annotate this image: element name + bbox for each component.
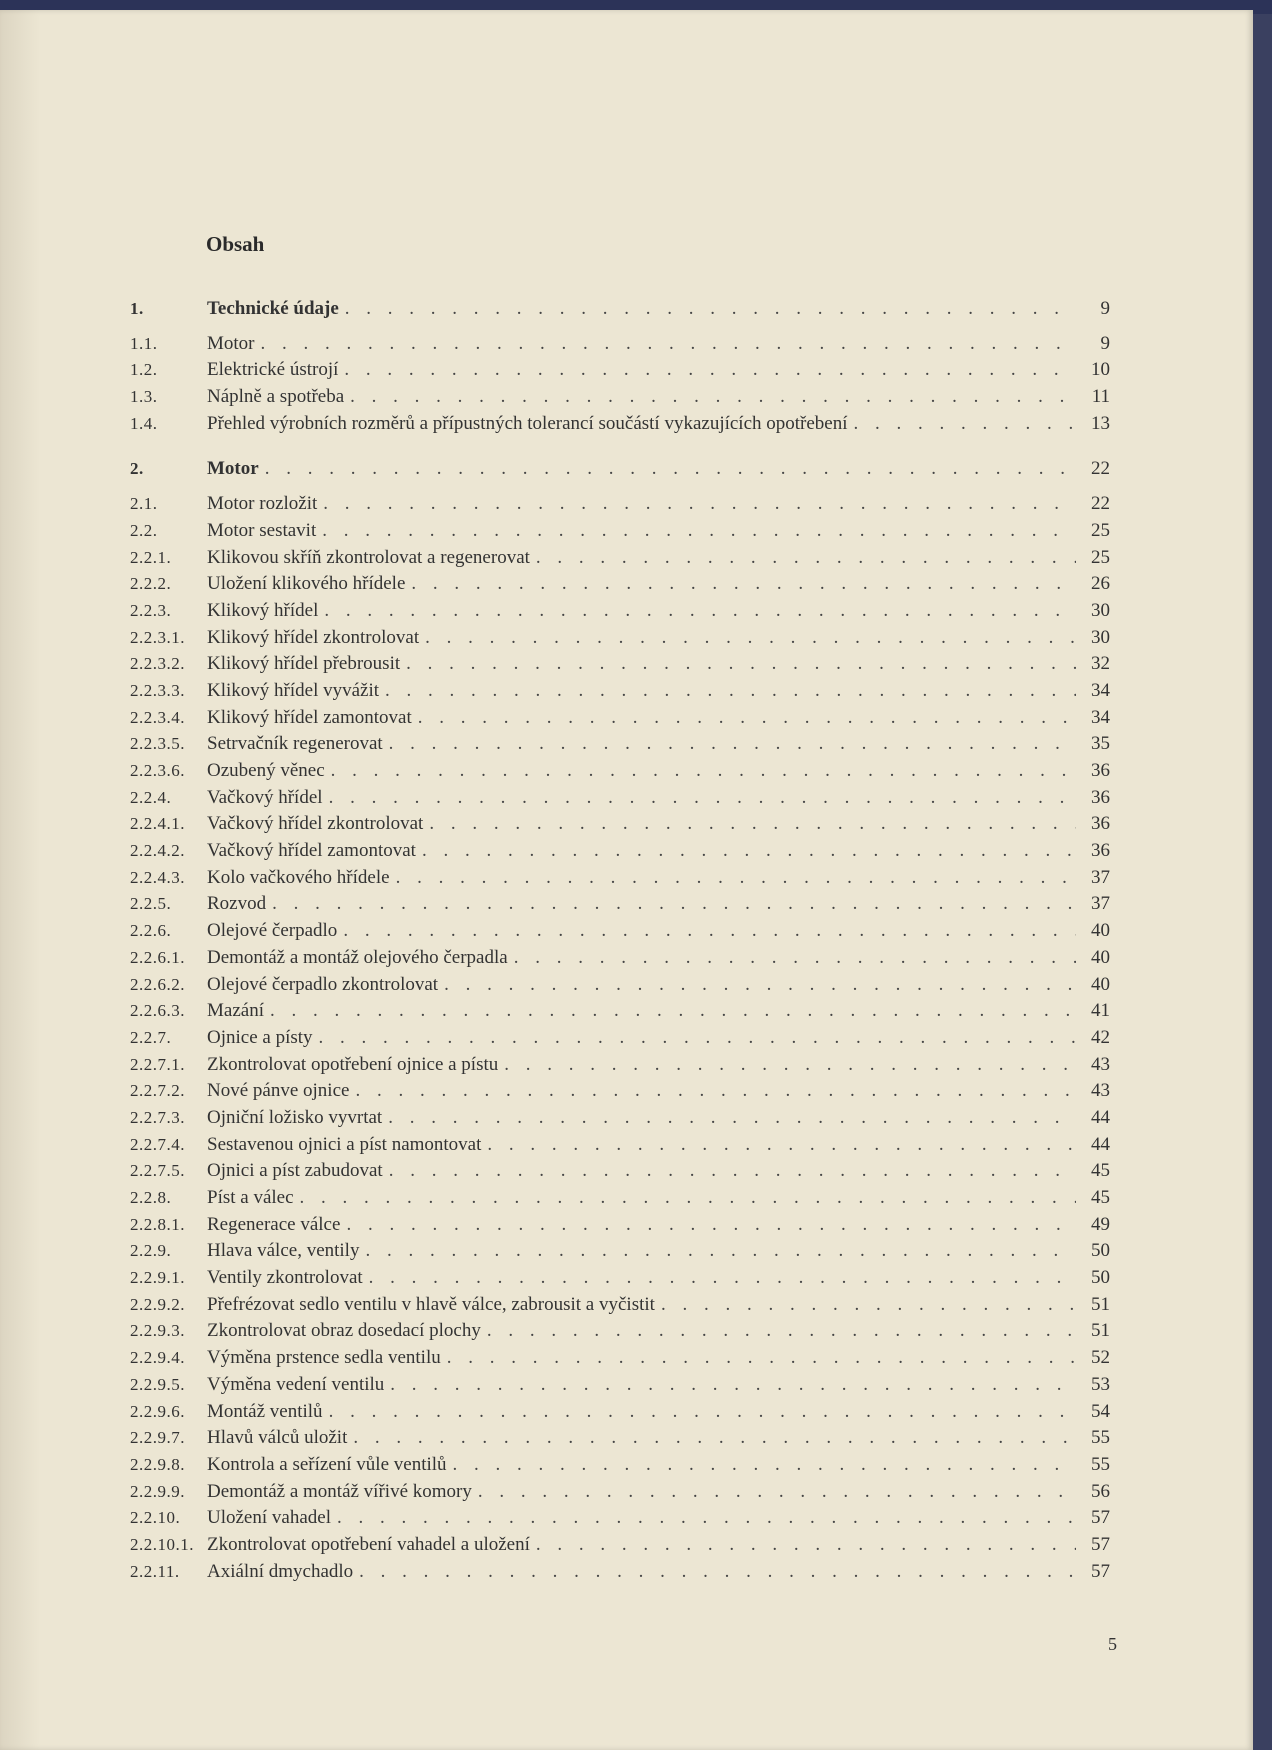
toc-entry: [130, 1532, 1110, 1559]
toc-entry: [130, 678, 1110, 705]
toc-entry: [130, 1452, 1110, 1479]
toc-page-number: 55: [1091, 1427, 1110, 1449]
toc-entry: [130, 1399, 1110, 1426]
toc-page-number: 10: [1091, 359, 1110, 381]
toc-entry: [130, 625, 1110, 652]
dot-leader: [487, 1318, 1076, 1345]
toc-page-number: 34: [1091, 706, 1110, 728]
toc-section-number: 2.2.7.3.: [130, 1107, 185, 1127]
toc-entry: [130, 1132, 1110, 1159]
toc-entry: [130, 411, 1110, 438]
toc-section-title: Klikový hřídel přebrousit: [207, 653, 401, 675]
toc-section-title: Regenerace válce: [207, 1213, 341, 1235]
toc-page-number: 42: [1091, 1026, 1110, 1048]
toc-section-title: Hlavů válců uložit: [207, 1427, 348, 1449]
toc-section-number: 2.2.2.: [130, 574, 172, 594]
toc-section-title: Vačkový hřídel zamontovat: [207, 840, 416, 862]
toc-section-title: Motor sestavit: [207, 519, 317, 541]
toc-page-number: 49: [1091, 1213, 1110, 1235]
table-of-contents: [130, 296, 1110, 1585]
dot-leader: [319, 1025, 1076, 1052]
toc-page-number: 22: [1091, 493, 1110, 515]
dot-leader: [389, 1158, 1076, 1185]
toc-section-number: 2.2.7.: [130, 1027, 172, 1047]
toc-section-number: 2.: [130, 459, 144, 479]
toc-page-number: 40: [1091, 973, 1110, 995]
toc-section-number: 2.2.7.4.: [130, 1134, 185, 1154]
toc-page-number: 53: [1091, 1373, 1110, 1395]
dot-leader: [536, 1532, 1076, 1559]
toc-section-number: 2.2.9.: [130, 1241, 172, 1261]
toc-entry: [130, 598, 1110, 625]
toc-section-title: Náplně a spotřeba: [207, 386, 345, 408]
dot-leader: [350, 384, 1076, 411]
toc-page-number: 36: [1091, 760, 1110, 781]
toc-section-title: Zkontrolovat opotřebení ojnice a pístu: [207, 1053, 499, 1075]
toc-section-title: Klikovou skříň zkontrolovat a regenerovat: [207, 546, 530, 568]
dot-leader: [324, 598, 1076, 625]
toc-entry: [130, 571, 1110, 598]
toc-page-number: 41: [1091, 1000, 1110, 1022]
toc-section-title: Zkontrolovat obraz dosedací plochy: [207, 1320, 481, 1342]
toc-section-title: Ojnice a písty: [207, 1026, 313, 1048]
toc-section-number: 2.2.9.9.: [130, 1481, 185, 1501]
toc-page-number: 40: [1091, 946, 1110, 968]
dot-leader: [343, 918, 1076, 945]
toc-section-title: Klikový hřídel zkontrolovat: [207, 626, 420, 648]
toc-section-number: 2.2.4.2.: [130, 841, 185, 861]
toc-page-number: 44: [1091, 1106, 1110, 1128]
toc-section-title: Olejové čerpadlo: [207, 920, 338, 942]
toc-section-number: 2.2.10.1.: [130, 1534, 194, 1554]
toc-page-number: 45: [1091, 1187, 1110, 1208]
toc-section-number: 2.2.9.2.: [130, 1294, 185, 1314]
toc-page-number: 22: [1091, 458, 1110, 480]
toc-entry: [130, 705, 1110, 732]
toc-page-number: 37: [1091, 866, 1110, 888]
dot-leader: [261, 331, 1077, 358]
dot-leader: [422, 838, 1076, 865]
toc-section-number: 2.2.9.5.: [130, 1374, 185, 1394]
toc-page-number: 50: [1091, 1240, 1110, 1262]
toc-section-number: 2.2.9.3.: [130, 1321, 185, 1341]
toc-page-number: 25: [1091, 519, 1110, 541]
dot-leader: [661, 1292, 1076, 1319]
toc-entry: [130, 1559, 1110, 1586]
toc-entry: [130, 545, 1110, 572]
toc-entry: [130, 758, 1110, 785]
toc-section-number: 2.2.4.1.: [130, 814, 185, 834]
dot-leader: [265, 456, 1076, 483]
toc-section-number: 2.2.3.2.: [130, 654, 185, 674]
dot-leader: [272, 891, 1076, 918]
toc-section-title: Vačkový hřídel zkontrolovat: [207, 813, 424, 835]
dot-leader: [447, 1345, 1076, 1372]
dot-leader: [478, 1479, 1076, 1506]
toc-page-number: 50: [1091, 1267, 1110, 1289]
toc-section-number: 1.2.: [130, 360, 158, 380]
dot-leader: [425, 625, 1076, 652]
toc-section-number: 2.2.5.: [130, 894, 172, 914]
toc-page-number: 51: [1091, 1293, 1110, 1315]
toc-section-title: Montáž ventilů: [207, 1400, 323, 1422]
toc-section-title: Olejové čerpadlo zkontrolovat: [207, 973, 439, 995]
toc-section-title: Přehled výrobních rozměrů a přípustných tolerancí součástí vykazujících opotřebení: [207, 412, 848, 434]
dot-leader: [854, 411, 1076, 438]
dot-leader: [453, 1452, 1076, 1479]
toc-section-title: Uložení vahadel: [207, 1507, 331, 1529]
toc-section-title: Ojniční ložisko vyvrtat: [207, 1106, 383, 1128]
dot-leader: [270, 998, 1076, 1025]
toc-section-number: 2.2.11.: [130, 1561, 180, 1581]
dot-leader: [323, 491, 1076, 518]
toc-page-number: 54: [1091, 1400, 1110, 1422]
toc-section-number: 2.2.3.: [130, 600, 172, 620]
toc-page-number: 30: [1091, 599, 1110, 621]
toc-section-title: Ozubený věnec: [207, 760, 325, 781]
toc-section-number: 2.2.9.4.: [130, 1348, 185, 1368]
toc-page-number: 44: [1091, 1133, 1110, 1155]
toc-section-title: Výměna prstence sedla ventilu: [207, 1347, 441, 1369]
toc-section-title: Axiální dmychadlo: [207, 1560, 354, 1582]
toc-section-number: 2.2.3.4.: [130, 707, 185, 727]
toc-section-number: 2.2.3.3.: [130, 680, 185, 700]
toc-section-number: 2.2.4.: [130, 787, 172, 807]
toc-page-number: 36: [1091, 840, 1110, 862]
toc-entry: [130, 651, 1110, 678]
toc-page-number: 9: [1100, 332, 1110, 354]
toc-section-title: Hlava válce, ventily: [207, 1240, 360, 1262]
toc-entry: [130, 865, 1110, 892]
toc-entry: [130, 1105, 1110, 1132]
toc-entry: [130, 1372, 1110, 1399]
toc-entry: [130, 998, 1110, 1025]
toc-entry: [130, 731, 1110, 758]
toc-entry: [130, 1505, 1110, 1532]
toc-section-title: Sestavenou ojnici a píst namontovat: [207, 1133, 482, 1155]
dot-leader: [365, 1238, 1076, 1265]
toc-entry: [130, 1318, 1110, 1345]
toc-page-number: 43: [1091, 1053, 1110, 1075]
dot-leader: [369, 1265, 1076, 1292]
toc-section-number: 2.2.7.1.: [130, 1054, 185, 1074]
toc-entry: [130, 1158, 1110, 1185]
toc-section-number: 1.4.: [130, 413, 158, 433]
toc-page-number: 36: [1091, 786, 1110, 808]
dot-leader: [389, 731, 1076, 758]
toc-page-number: 25: [1091, 546, 1110, 568]
dot-leader: [355, 1078, 1076, 1105]
toc-section-title: Píst a válec: [207, 1187, 294, 1208]
dot-leader: [504, 1052, 1076, 1079]
toc-page-number: 57: [1091, 1533, 1110, 1555]
toc-section-number: 2.2.: [130, 520, 158, 540]
toc-section-number: 2.2.6.1.: [130, 947, 185, 967]
toc-section-title: Zkontrolovat opotřebení vahadel a uložení: [207, 1533, 530, 1555]
toc-page-number: 30: [1091, 626, 1110, 648]
toc-page-number: 35: [1091, 733, 1110, 755]
toc-entry: [130, 1479, 1110, 1506]
toc-entry: [130, 1212, 1110, 1239]
toc-section-number: 2.2.6.: [130, 921, 172, 941]
toc-entry: [130, 1052, 1110, 1079]
toc-entry: [130, 384, 1110, 411]
toc-entry: [130, 811, 1110, 838]
toc-page-number: 11: [1091, 386, 1110, 408]
toc-page-number: 32: [1091, 653, 1110, 675]
toc-entry: [130, 1425, 1110, 1452]
toc-section-number: 2.2.3.6.: [130, 761, 185, 780]
toc-entry: [130, 785, 1110, 812]
toc-chapter-entry: [130, 456, 1110, 483]
dot-leader: [429, 811, 1076, 838]
toc-section-title: Setrvačník regenerovat: [207, 733, 383, 755]
page-number: 5: [1108, 1634, 1117, 1654]
toc-entry: [130, 1025, 1110, 1052]
toc-page-number: 45: [1091, 1160, 1110, 1182]
toc-section-title: Přefrézovat sedlo ventilu v hlavě válce, zabrousit a vyčistit: [207, 1293, 655, 1315]
dot-leader: [329, 1399, 1076, 1426]
dot-leader: [359, 1559, 1076, 1586]
dot-leader: [346, 1212, 1076, 1239]
toc-page-number: 40: [1091, 920, 1110, 942]
toc-page-number: 52: [1091, 1347, 1110, 1369]
dot-leader: [337, 1505, 1076, 1532]
toc-section-number: 1.: [130, 299, 144, 318]
toc-section-title: Uložení klikového hřídele: [207, 573, 406, 595]
toc-section-number: 2.2.3.5.: [130, 734, 185, 754]
toc-entry: [130, 1185, 1110, 1212]
toc-page-number: 9: [1100, 298, 1110, 319]
toc-section-title: Klikový hřídel: [207, 599, 319, 621]
dot-leader: [444, 972, 1076, 999]
dot-leader: [344, 357, 1076, 384]
toc-entry: [130, 1345, 1110, 1372]
toc-section-number: 2.2.1.: [130, 547, 172, 567]
toc-section-number: 2.2.8.1.: [130, 1214, 185, 1234]
toc-section-number: 2.2.8.: [130, 1188, 172, 1207]
toc-entry: [130, 357, 1110, 384]
toc-section-title: Kontrola a seřízení vůle ventilů: [207, 1453, 447, 1475]
dot-leader: [331, 758, 1076, 785]
toc-chapter-entry: [130, 296, 1110, 323]
toc-page-number: 51: [1091, 1320, 1110, 1342]
toc-section-number: 2.2.7.2.: [130, 1081, 185, 1101]
toc-section-number: 1.3.: [130, 387, 158, 407]
toc-page-number: 34: [1091, 679, 1110, 701]
toc-page-number: 55: [1091, 1453, 1110, 1475]
toc-section-title: Klikový hřídel vyvážit: [207, 679, 380, 701]
toc-section-title: Výměna vedení ventilu: [207, 1373, 385, 1395]
toc-page-number: 37: [1091, 893, 1110, 915]
toc-section-title: Kolo vačkového hřídele: [207, 866, 390, 888]
dot-leader: [300, 1185, 1076, 1212]
toc-section-title: Mazání: [207, 1000, 264, 1022]
dot-leader: [396, 865, 1076, 892]
dot-leader: [418, 705, 1076, 732]
toc-page-number: 26: [1091, 573, 1110, 595]
dot-leader: [411, 571, 1076, 598]
toc-page-number: 57: [1091, 1560, 1110, 1582]
toc-section-number: 2.2.9.8.: [130, 1454, 185, 1474]
toc-section-title: Vačkový hřídel: [207, 786, 323, 808]
toc-entry: [130, 1292, 1110, 1319]
toc-section-number: 1.1.: [130, 333, 158, 353]
toc-section-title: Ventily zkontrolovat: [207, 1267, 363, 1289]
toc-entry: [130, 1078, 1110, 1105]
toc-section-number: 2.2.9.6.: [130, 1401, 185, 1421]
toc-entry: [130, 838, 1110, 865]
toc-section-title: Rozvod: [207, 893, 267, 915]
toc-section-title: Motor: [207, 332, 255, 354]
dot-leader: [329, 785, 1076, 812]
dot-leader: [406, 651, 1076, 678]
toc-section-number: 2.2.9.1.: [130, 1268, 185, 1288]
toc-section-title: Demontáž a montáž vířivé komory: [207, 1480, 472, 1502]
toc-section-number: 2.2.10.: [130, 1508, 181, 1528]
toc-page-number: 13: [1091, 412, 1110, 434]
dot-leader: [536, 545, 1076, 572]
toc-section-title: Nové pánve ojnice: [207, 1080, 350, 1102]
toc-section-number: 2.2.9.7.: [130, 1428, 185, 1448]
dot-leader: [353, 1425, 1076, 1452]
toc-section-title: Klikový hřídel zamontovat: [207, 706, 412, 728]
dot-leader: [487, 1132, 1076, 1159]
toc-entry: [130, 1265, 1110, 1292]
toc-entry: [130, 945, 1110, 972]
toc-entry: [130, 891, 1110, 918]
dot-leader: [514, 945, 1076, 972]
page-gutter-shadow: [0, 10, 40, 1750]
toc-page-number: 56: [1091, 1480, 1110, 1502]
toc-section-title: Ojnici a píst zabudovat: [207, 1160, 383, 1182]
toc-entry: [130, 918, 1110, 945]
dot-leader: [322, 518, 1076, 545]
toc-section-number: 2.2.6.3.: [130, 1001, 185, 1021]
dot-leader: [345, 296, 1076, 323]
dot-leader: [385, 678, 1076, 705]
toc-section-number: 2.2.7.5.: [130, 1161, 185, 1181]
toc-section-title: Motor: [207, 458, 259, 480]
toc-entry: [130, 331, 1110, 358]
toc-entry: [130, 491, 1110, 518]
toc-page-number: 57: [1091, 1507, 1110, 1529]
toc-section-title: Motor rozložit: [207, 493, 318, 515]
toc-section-title: Demontáž a montáž olejového čerpadla: [207, 946, 508, 968]
dot-leader: [388, 1105, 1076, 1132]
toc-section-title: Elektrické ústrojí: [207, 359, 339, 381]
toc-page-number: 43: [1091, 1080, 1110, 1102]
toc-section-number: 2.2.3.1.: [130, 627, 185, 647]
toc-section-title: Technické údaje: [207, 298, 339, 319]
toc-section-number: 2.1.: [130, 494, 158, 514]
toc-section-number: 2.2.4.3.: [130, 867, 185, 887]
toc-entry: [130, 518, 1110, 545]
toc-page-number: 36: [1091, 813, 1110, 835]
toc-entry: [130, 972, 1110, 999]
toc-section-number: 2.2.6.2.: [130, 974, 185, 994]
toc-entry: [130, 1238, 1110, 1265]
dot-leader: [390, 1372, 1076, 1399]
page-title: Obsah: [206, 232, 265, 256]
